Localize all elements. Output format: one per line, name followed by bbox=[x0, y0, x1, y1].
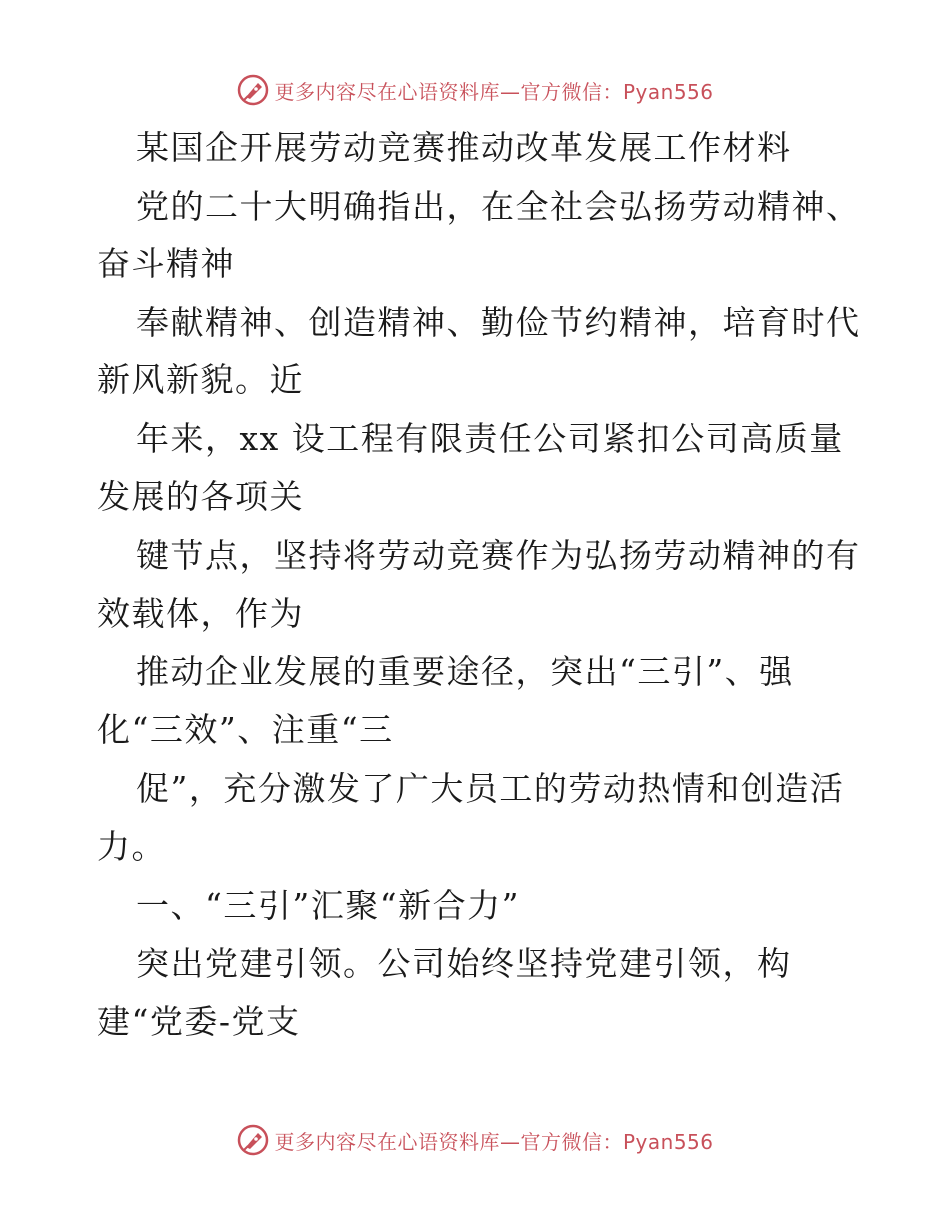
paragraph-line: 党的二十大明确指出，在全社会弘扬劳动精神、 bbox=[136, 187, 861, 226]
paragraph-line: 效载体，作为 bbox=[97, 594, 304, 633]
paragraph-line: 突出党建引领。公司始终坚持党建引领，构 bbox=[136, 944, 792, 983]
paragraph-line: 新风新貌。近 bbox=[97, 360, 304, 399]
paragraph-line: 建“党委-党支 bbox=[97, 1002, 301, 1041]
banner-wechat-handle: Pyan556 bbox=[622, 1129, 714, 1154]
paragraph-line: 奋斗精神 bbox=[97, 244, 235, 283]
paragraph-line: 发展的各项关 bbox=[97, 477, 304, 516]
banner-wechat-handle: Pyan556 bbox=[622, 79, 714, 104]
paragraph-line: 奉献精神、创造精神、勤俭节约精神，培育时代 bbox=[136, 303, 861, 342]
paragraph-line: 键节点，坚持将劳动竞赛作为弘扬劳动精神的有 bbox=[136, 536, 861, 575]
paragraph-line: 年来，xx 设工程有限责任公司紧扣公司高质量 bbox=[136, 419, 844, 458]
document-title: 某国企开展劳动竞赛推动改革发展工作材料 bbox=[136, 128, 792, 167]
pen-nib-logo-icon bbox=[236, 1123, 270, 1157]
banner-dash: — bbox=[499, 1129, 521, 1154]
banner-dash: — bbox=[499, 79, 521, 104]
banner-official-label: 官方微信： bbox=[520, 79, 623, 104]
banner-site-name: 更多内容尽在心语资料库 bbox=[274, 79, 500, 104]
paragraph-line: 化“三效”、注重“三 bbox=[97, 710, 394, 749]
footer-banner bbox=[0, 1120, 950, 1160]
section-heading: 一、“三引”汇聚“新合力” bbox=[136, 886, 520, 925]
banner-site-name: 更多内容尽在心语资料库 bbox=[274, 1129, 500, 1154]
paragraph-line: 推动企业发展的重要途径，突出“三引”、强 bbox=[136, 652, 794, 691]
paragraph-line: 力。 bbox=[97, 827, 166, 866]
paragraph-line: 促”，充分激发了广大员工的劳动热情和创造活 bbox=[136, 769, 845, 808]
banner-official-label: 官方微信： bbox=[520, 1129, 623, 1154]
